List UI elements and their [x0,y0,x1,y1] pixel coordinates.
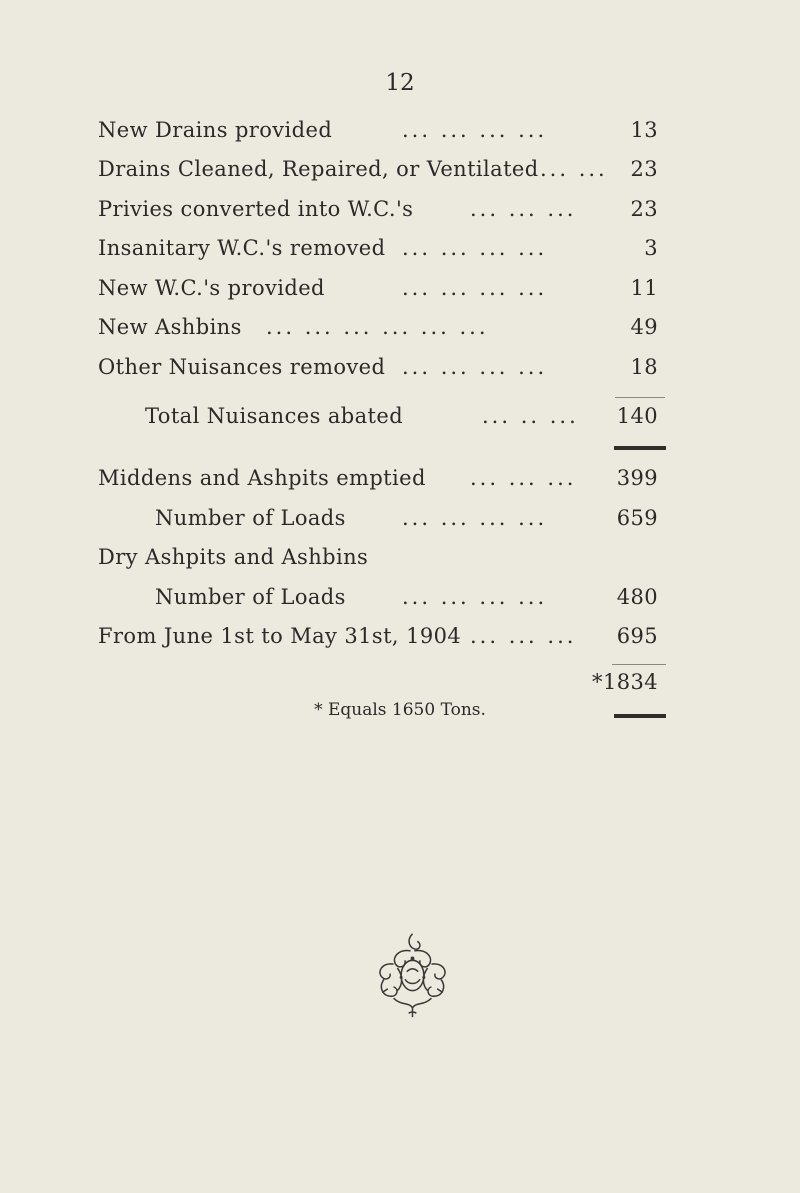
row-label: From June 1st to May 31st, 1904 [98,624,462,648]
row-label: Dry Ashpits and Ashbins [98,545,369,569]
row-label: Total Nuisances abated [145,404,404,428]
row-value: 695 [616,624,658,648]
row-value: 23 [630,197,658,221]
leader-dots: ... ... [540,157,608,181]
leader-dots: ... ... ... ... [402,118,548,142]
row-value: 49 [630,315,658,339]
row-value: 23 [630,157,658,181]
table-row [0,506,800,542]
row-label: Number of Loads [155,506,346,530]
table-row [0,276,800,312]
row-label: Insanitary W.C.'s removed [98,236,386,260]
table-row [0,197,800,233]
leader-dots: ... ... ... [470,197,577,221]
leader-dots: ... ... ... ... [402,585,548,609]
table-row [0,624,800,660]
floral-ornament-icon [365,930,460,1020]
row-value: 13 [630,118,658,142]
leader-dots: ... ... ... ... [402,236,548,260]
table-row [0,157,800,193]
row-value: 480 [616,585,658,609]
row-value: *1834 [592,670,658,694]
total-row [0,404,800,440]
table-row [0,466,800,502]
row-value: 18 [630,355,658,379]
row-value: 11 [630,276,658,300]
table-row [0,315,800,351]
table-row [0,118,800,154]
leader-dots: ... ... ... ... [402,276,548,300]
row-value: 3 [644,236,658,260]
leader-dots: ... ... ... [470,624,577,648]
leader-dots: ... ... ... ... [402,355,548,379]
leader-dots: ... ... ... [470,466,577,490]
row-label: New Drains provided [98,118,333,142]
page-number: 12 [385,70,415,96]
row-label: Privies converted into W.C.'s [98,197,414,221]
sum-rule [615,397,665,398]
row-value: 399 [616,466,658,490]
row-label: Other Nuisances removed [98,355,386,379]
leader-dots: ... ... ... ... ... ... [266,315,489,339]
table-row [0,585,800,621]
footnote: * Equals 1650 Tons. [314,700,486,720]
row-value: 659 [616,506,658,530]
row-label: New W.C.'s provided [98,276,325,300]
row-label: Middens and Ashpits emptied [98,466,426,490]
row-value: 140 [616,404,658,428]
row-label: Number of Loads [155,585,346,609]
leader-dots: ... .. ... [482,404,579,428]
total-rule [614,446,666,450]
sum-rule [612,664,666,665]
row-label: Drains Cleaned, Repaired, or Ventilated [98,157,539,181]
table-row [0,236,800,272]
table-row [0,545,800,581]
table-row [0,355,800,391]
row-label: New Ashbins [98,315,242,339]
leader-dots: ... ... ... ... [402,506,548,530]
